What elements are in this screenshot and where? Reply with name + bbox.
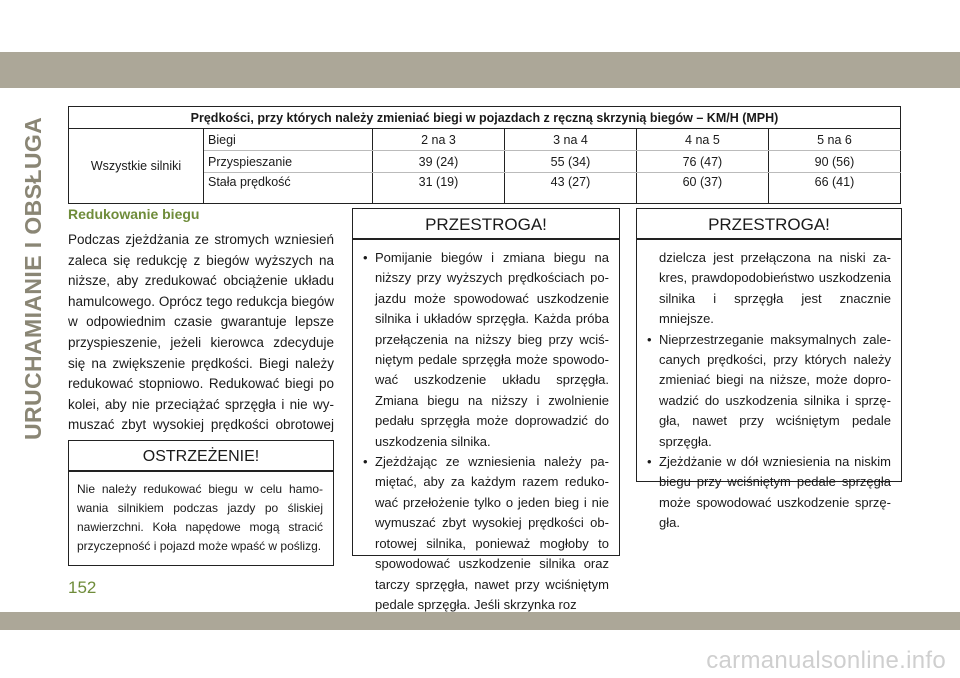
warning-text: Nie należy redukować biegu w celu hamowania silnikiem podczas jazdy po śliskiej nawierzchni. Koła napędowe mogą stracić przyczepność i pojazd może wpaść w poślizg. xyxy=(77,482,323,553)
table-cell: 43 (27) xyxy=(504,173,636,204)
header-label: Biegi xyxy=(204,129,373,151)
column-header: 2 na 3 xyxy=(373,129,505,151)
table-header-row xyxy=(69,129,901,151)
bullet-icon: • xyxy=(363,454,368,470)
warning-title: OSTRZEŻENIE! xyxy=(69,444,333,472)
list-item xyxy=(647,452,891,534)
section-heading: Redukowanie biegu xyxy=(68,206,200,222)
table-cell: 66 (41) xyxy=(768,173,900,204)
list-item xyxy=(647,330,891,452)
engine-group-label: Wszystkie silniki xyxy=(69,129,204,204)
list-item xyxy=(363,452,609,615)
table-title: Prędkości, przy których należy zmieniać biegi w pojazdach z ręczną skrzynią biegów – KM/H (MPH) xyxy=(69,107,901,129)
list-item-text: Zjeżdżanie w dół wzniesienia na niskim biegu przy wciśniętym pedale sprzęgła może spowodować uszkodzenie sprzęgła. xyxy=(659,454,891,531)
side-chapter-tab: URUCHAMIANIE I OBSŁUGA xyxy=(20,116,46,440)
table-cell: 55 (34) xyxy=(504,151,636,173)
table-cell: 31 (19) xyxy=(373,173,505,204)
row-label: Przyspieszanie xyxy=(204,151,373,173)
page-number: 152 xyxy=(68,578,97,597)
bullet-icon: • xyxy=(647,331,652,347)
section-body: Podczas zjeżdżania ze stromych wzniesień zaleca się redukcję z biegów wyższych na niższe, aby zredukować obciążenie układu hamulcowego. Oprócz tego redukcja biegów w odpowiednim czasie gwarantuje lepsze przyspieszenie, jeżeli kierowca zdecyduje się na zwiększenie prędkości. Biegi należy redukować stopniowo. Redukować biegi po kolei, aby nie przeciążać sprzęgła i nie wymuszać zbyt wysokiej prędkości obrotowej xyxy=(68,232,334,433)
table-cell: 60 (37) xyxy=(636,173,768,204)
caution-list xyxy=(353,240,619,615)
bullet-icon: • xyxy=(647,454,652,470)
caution-box-1 xyxy=(352,208,620,612)
top-band xyxy=(0,52,960,88)
list-item-text: Nieprzestrzeganie maksymalnych zalecanych prędkości, przy których należy zmieniać biegi na niższe, może doprowadzić do uszkodzenia silnika i sprzęgła, nawet przy wciśniętym pedale sprzęgła. xyxy=(659,331,891,449)
watermark: carmanualsonline.info xyxy=(706,647,946,674)
list-item xyxy=(363,248,609,452)
table-cell: 39 (24) xyxy=(373,151,505,173)
shift-speed-table xyxy=(68,106,901,204)
table-cell: 90 (56) xyxy=(768,151,900,173)
table-cell: 76 (47) xyxy=(636,151,768,173)
list-item-text: Pomijanie biegów i zmiana biegu na niższy przy wyższych prędkościach pojazdu może spowodować uszkodzenie silnika i układów sprzęgła. Każda próba przełączenia na niższy bieg przy wciśniętym pedale sprzęgła może spowodować uszkodzenie układu sprzęgła. Zmiana biegu na niższy i zwolnienie pedału sprzęgła może doprowadzić do uszkodzenia silnika. xyxy=(375,250,609,449)
caution-title: PRZESTROGA! xyxy=(353,212,619,240)
column-header: 3 na 4 xyxy=(504,129,636,151)
column-header: 5 na 6 xyxy=(768,129,900,151)
list-item-text: Zjeżdżając ze wzniesienia należy pamiętać, aby za każdym razem redukować przełożenie tylko o jeden bieg i nie wymuszać zbyt wysokiej prędkości obrotowej silnika, ponieważ mogłoby to spowodować uszkodzenie silnika oraz tarczy sprzęgła, nawet przy wciśniętym pedale sprzęgła. Jeśli skrzynka roz xyxy=(375,454,609,612)
bullet-icon: • xyxy=(363,250,368,265)
warning-box xyxy=(68,440,334,566)
bottom-band xyxy=(0,612,960,630)
list-item-text: dzielcza jest przełączona na niski zakres, prawdopodobieństwo uszkodzenia silnika i sprzęgła jest znacznie mniejsze. xyxy=(659,250,891,327)
table-title-row xyxy=(69,107,901,129)
row-label: Stała prędkość xyxy=(204,173,373,204)
caution-title: PRZESTROGA! xyxy=(637,212,901,240)
caution-box-2 xyxy=(636,208,902,531)
list-item-continuation xyxy=(647,248,891,330)
column-header: 4 na 5 xyxy=(636,129,768,151)
caution-list xyxy=(637,240,901,534)
